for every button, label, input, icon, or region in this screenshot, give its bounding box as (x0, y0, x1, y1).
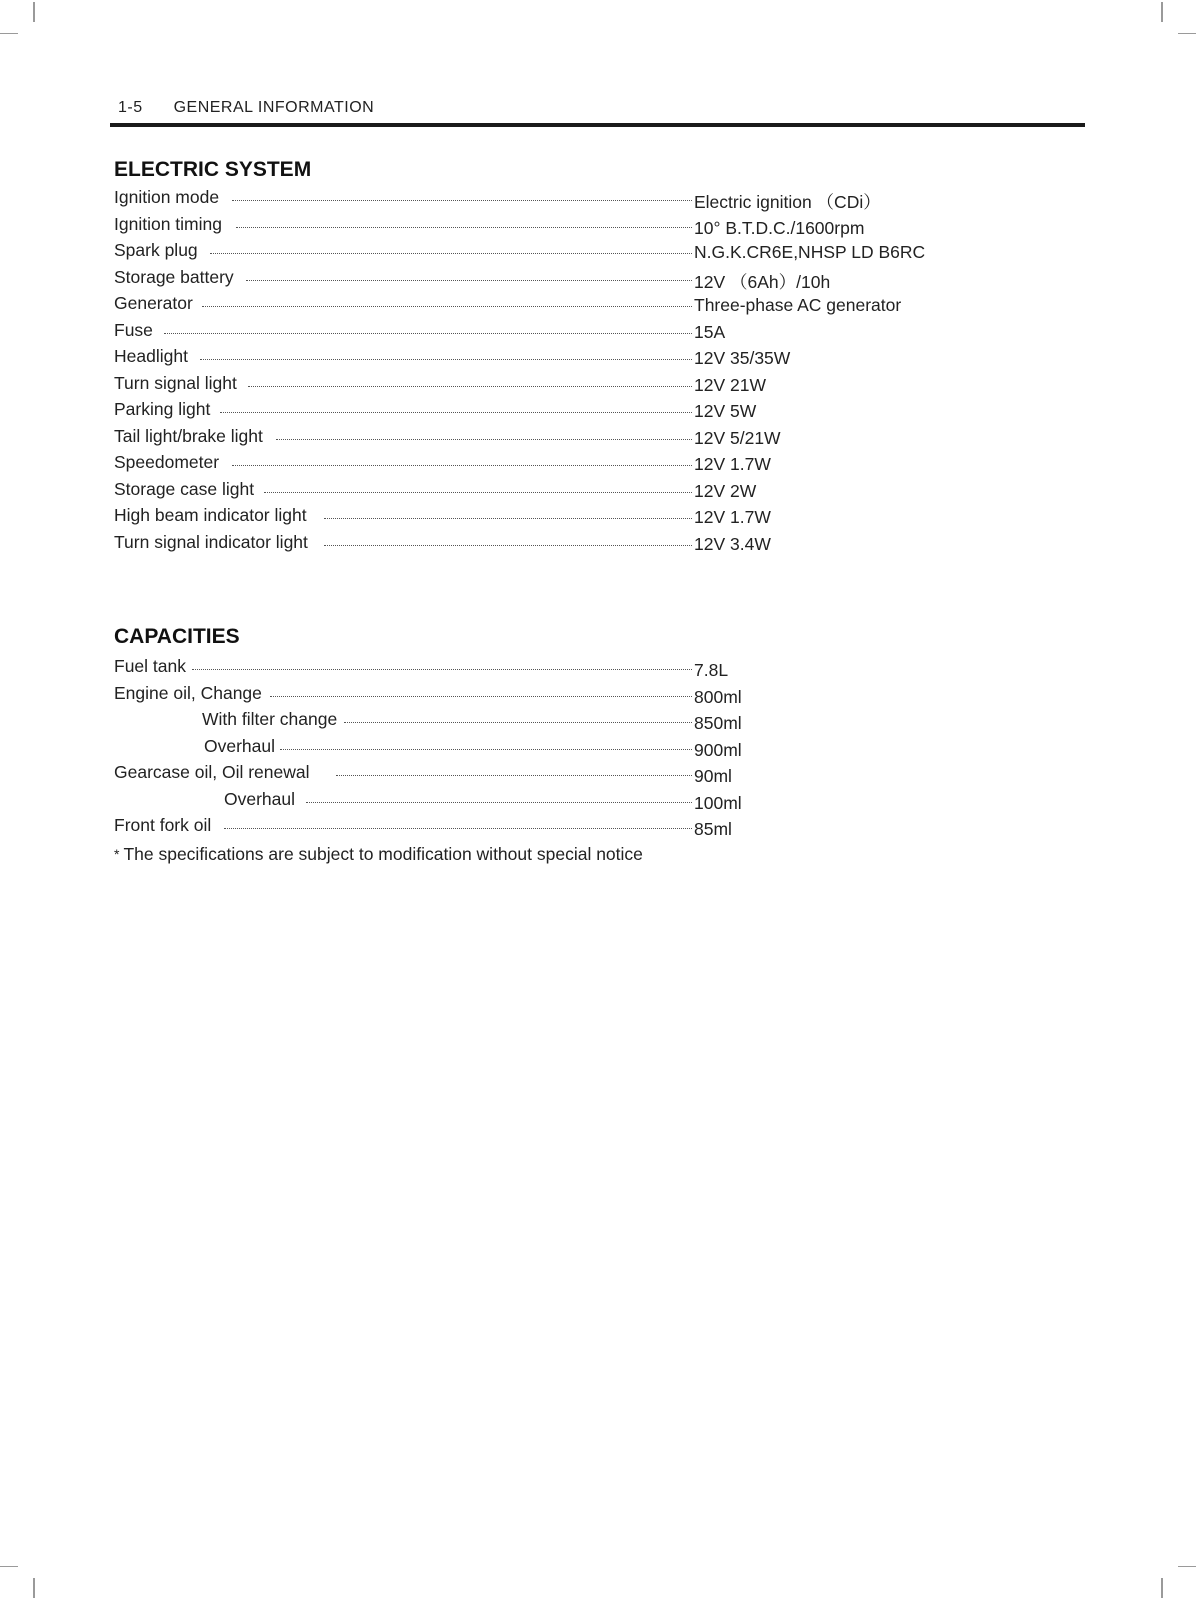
header-title: GENERAL INFORMATION (173, 99, 375, 116)
spec-label: Turn signal indicator light (114, 531, 308, 552)
dot-leader (232, 200, 692, 201)
spec-label: Ignition mode (114, 187, 220, 207)
dot-leader (202, 306, 692, 307)
spec-label: Spark plug (114, 240, 198, 260)
spec-value: 90ml (694, 766, 732, 786)
crop-mark (1178, 1566, 1196, 1567)
spec-value: 12V 21W (694, 374, 766, 395)
spec-label: Overhaul (204, 735, 276, 756)
spec-value: 12V 2W (694, 480, 757, 501)
spec-label: Turn signal light (114, 372, 237, 393)
dot-leader (220, 412, 692, 413)
electric-system-title: ELECTRIC SYSTEM (114, 158, 312, 181)
note-text: The specifications are subject to modification without special notice (123, 844, 643, 864)
crop-mark (1161, 2, 1163, 22)
spec-value: 100ml (694, 792, 742, 813)
crop-mark (0, 33, 18, 34)
dot-leader (246, 280, 692, 281)
page-number: 1-5 (118, 99, 143, 116)
dot-leader (280, 749, 692, 750)
dot-leader (324, 518, 692, 519)
dot-leader (200, 359, 692, 360)
dot-leader (232, 465, 692, 466)
crop-mark (33, 1578, 35, 1598)
spec-label: Front fork oil (114, 815, 212, 835)
spec-value: Three-phase AC generator (694, 295, 902, 315)
dot-leader (324, 545, 692, 546)
dot-leader (344, 722, 692, 723)
spec-value: 12V 1.7W (694, 507, 771, 527)
spec-value: 12V （6Ah）/10h (694, 271, 831, 292)
dot-leader (164, 333, 692, 334)
spec-label: Tail light/brake light (114, 425, 263, 446)
spec-value: 85ml (694, 819, 732, 839)
spec-label: Overhaul (224, 788, 296, 809)
spec-label: Ignition timing (114, 213, 222, 234)
header-rule (110, 123, 1085, 127)
crop-mark (33, 2, 35, 22)
dot-leader (210, 253, 692, 254)
crop-mark (1161, 1578, 1163, 1598)
spec-value: 7.8L (694, 660, 729, 680)
dot-leader (248, 386, 692, 387)
spec-value: 900ml (694, 739, 742, 760)
spec-label: Generator (114, 293, 193, 313)
dot-leader (192, 669, 692, 670)
dot-leader (236, 227, 692, 228)
dot-leader (276, 439, 692, 440)
note-marker: * (114, 846, 120, 862)
spec-value: 12V 1.7W (694, 454, 771, 474)
spec-label: With filter change (202, 709, 338, 729)
crop-mark (0, 1566, 18, 1567)
spec-value: N.G.K.CR6E,NHSP LD B6RC (694, 242, 926, 262)
page-header (118, 99, 374, 117)
spec-label: Fuse (114, 319, 153, 340)
spec-label: Storage battery (114, 266, 234, 287)
spec-value: 15A (694, 321, 726, 342)
spec-label: Fuel tank (114, 656, 186, 676)
dot-leader (224, 828, 692, 829)
spec-value: 10° B.T.D.C./1600rpm (694, 217, 865, 238)
spec-label: Engine oil, Change (114, 682, 262, 703)
spec-label: Parking light (114, 399, 211, 419)
dot-leader (306, 802, 692, 803)
dot-leader (270, 696, 692, 697)
spec-value: 12V 5W (694, 401, 757, 421)
spec-value: 12V 35/35W (694, 348, 791, 368)
spec-label: Headlight (114, 346, 188, 366)
dot-leader (264, 492, 692, 493)
dot-leader (336, 775, 692, 776)
spec-value: 850ml (694, 713, 742, 733)
spec-label: High beam indicator light (114, 505, 307, 525)
specifications-note (114, 844, 643, 865)
spec-label: Gearcase oil, Oil renewal (114, 762, 310, 782)
spec-label: Storage case light (114, 478, 255, 499)
spec-value: Electric ignition （CDi） (694, 192, 881, 212)
crop-mark (1178, 33, 1196, 34)
spec-value: 800ml (694, 686, 742, 707)
spec-value: 12V 3.4W (694, 533, 771, 554)
spec-value: 12V 5/21W (694, 427, 781, 448)
spec-label: Speedometer (114, 452, 220, 472)
capacities-title: CAPACITIES (114, 625, 240, 648)
